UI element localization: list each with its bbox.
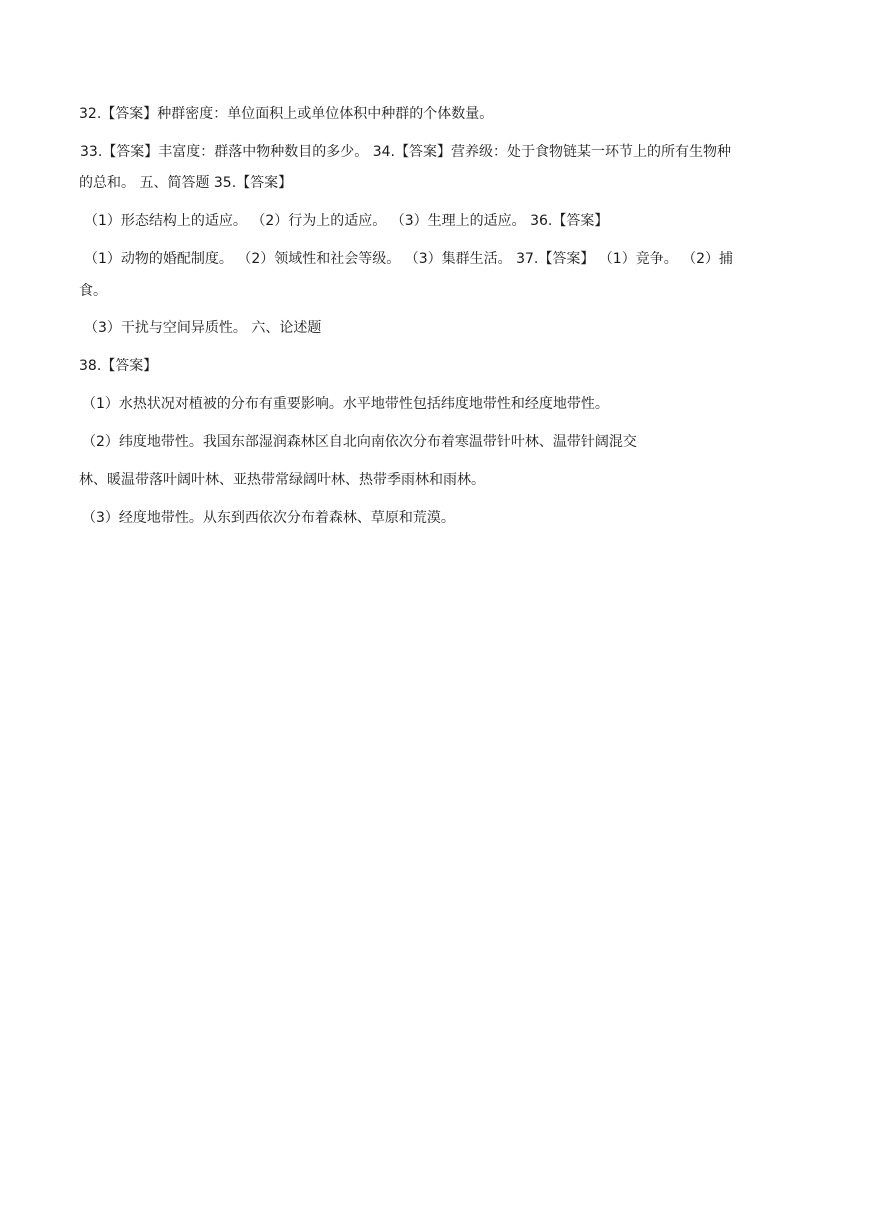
answer-38-part1-line: （1）水热状况对植被的分布有重要影响。水平地带性包括纬度地带性和经度地带性。 xyxy=(82,396,609,412)
answer-37-continued-line: 食。 xyxy=(79,283,107,299)
answer-33-34-line: 33.【答案】丰富度：群落中物种数目的多少。 34.【答案】营养级：处于食物链某一环节上的所有生物种 xyxy=(80,144,731,160)
answer-38-part3-line: （3）经度地带性。从东到西依次分布着森林、草原和荒漠。 xyxy=(82,510,455,526)
answer-34-continued-line: 的总和。 五、简答题 35.【答案】 xyxy=(79,175,293,191)
answer-38-part2-continued: 林、暖温带落叶阔叶林、亚热带常绿阔叶林、热带季雨林和雨林。 xyxy=(79,472,485,488)
answer-32-line: 32.【答案】种群密度：单位面积上或单位体积中种群的个体数量。 xyxy=(79,106,494,122)
answer-37-part3-line: （3）干扰与空间异质性。 六、论述题 xyxy=(84,320,322,336)
answer-35-line: （1）形态结构上的适应。 （2）行为上的适应。 （3）生理上的适应。 36.【答案】 xyxy=(84,213,609,229)
answer-38-part2-line: （2）纬度地带性。我国东部湿润森林区自北向南依次分布着寒温带针叶林、温带针阔混交 xyxy=(82,434,637,450)
answer-36-37-line: （1）动物的婚配制度。 （2）领域性和社会等级。 （3）集群生活。 37.【答案】 （1）竞争。 （2）捕 xyxy=(84,251,734,267)
answer-38-heading: 38.【答案】 xyxy=(79,358,158,374)
